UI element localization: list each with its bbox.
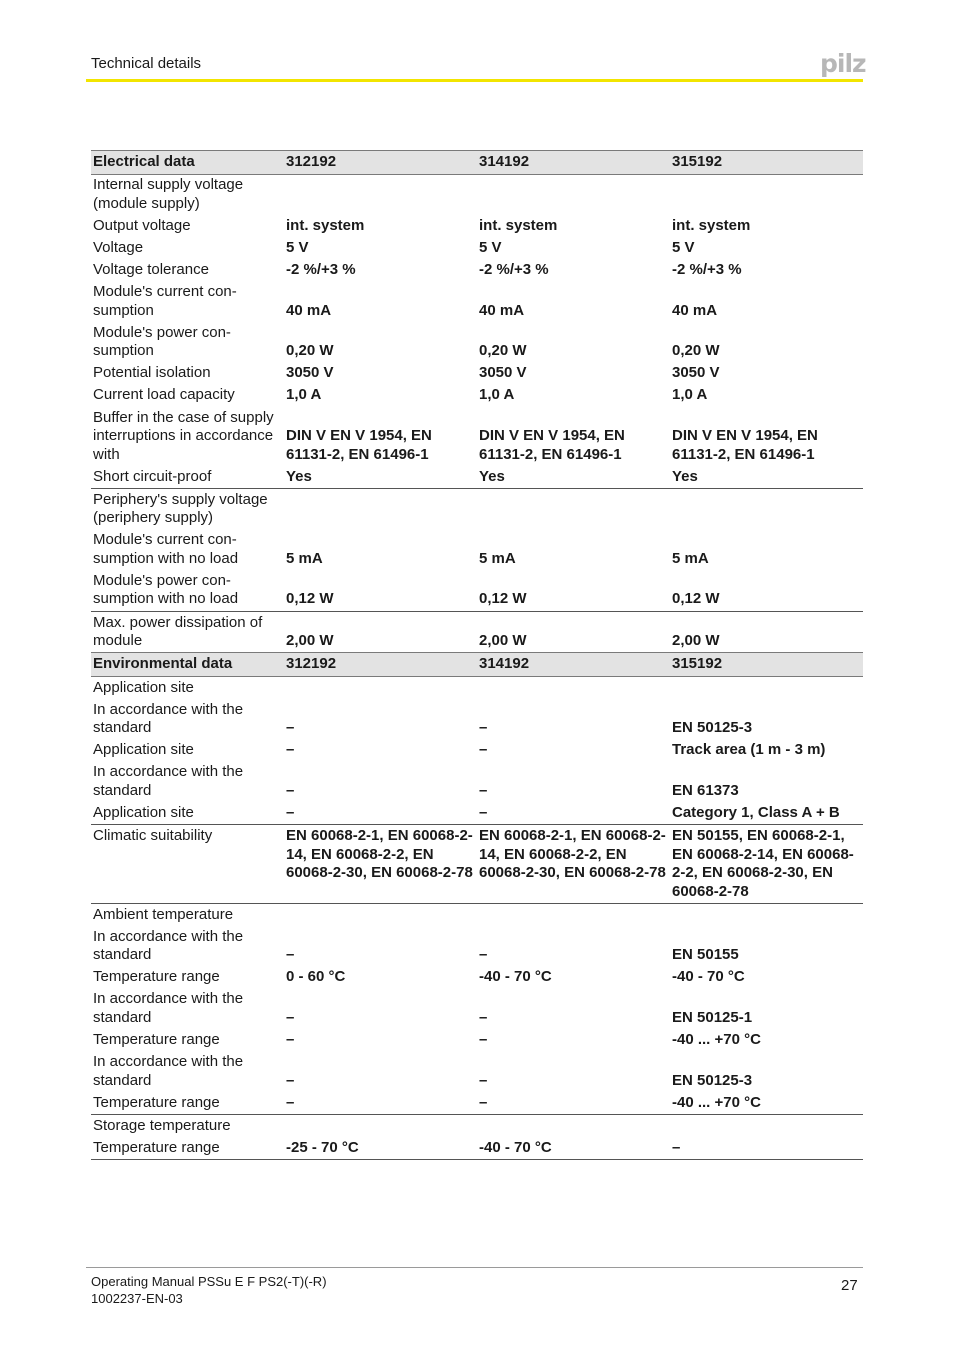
row-label: Module's current con- sumption (93, 283, 237, 319)
cell-value: DIN V EN V 1954, EN 61131-2, EN 61496-1 (672, 427, 818, 463)
footer-info (91, 1273, 327, 1307)
cell-value: 0,20 W (286, 342, 334, 360)
row-label: Current load capacity (93, 386, 235, 404)
cell-value: 0,12 W (672, 590, 720, 608)
group-label: Periphery's supply voltage (periphery supply) (91, 488, 284, 529)
document-number: 1002237-EN-03 (91, 1291, 183, 1306)
empty-cell (670, 903, 863, 926)
group-row (91, 903, 863, 926)
table-row (91, 530, 863, 571)
empty-cell (284, 488, 477, 529)
row-label: In accordance with the standard (93, 763, 244, 799)
cell-value: 2,00 W (670, 611, 863, 653)
cell-value: 5 V (479, 238, 502, 256)
cell-value: -2 %/+3 % (479, 261, 549, 279)
table-row (91, 322, 863, 363)
cell-value: int. system (479, 216, 558, 234)
empty-cell (670, 488, 863, 529)
row-label: Application site (93, 741, 194, 759)
cell-value: int. system (286, 216, 365, 234)
row-label: Temperature range (93, 968, 220, 986)
cell-value: 1,0 A (672, 386, 708, 404)
cell-value: EN 50125-3 (672, 1071, 753, 1089)
row-label: Temperature range (91, 1137, 284, 1160)
row-label: Application site (93, 803, 194, 821)
cell-value: 1,0 A (286, 386, 322, 404)
cell-value: EN 50155 (672, 946, 739, 964)
table-row (91, 466, 863, 489)
table-row (91, 1092, 863, 1115)
group-row (91, 488, 863, 529)
row-label: Module's power con- sumption with no load (93, 571, 239, 608)
cell-value: 3050 V (286, 364, 334, 382)
cell-value: – (286, 1031, 295, 1049)
section-header-electrical (91, 151, 863, 175)
table-row (91, 570, 863, 611)
cell-value: – (286, 719, 295, 737)
column-header: 314192 (477, 653, 670, 677)
row-label: Module's power con- sumption (93, 323, 231, 360)
row-label: Module's current con- sumption with no load (93, 531, 239, 567)
cell-value: – (670, 1137, 863, 1160)
section-title: Environmental data (91, 653, 284, 677)
group-label: Storage temperature (91, 1115, 284, 1138)
row-label: In accordance with the standard (93, 700, 244, 737)
cell-value: 2,00 W (284, 611, 477, 653)
cell-value: -40 ... +70 °C (672, 1031, 761, 1049)
row-label: In accordance with the standard (93, 1053, 244, 1089)
table-row (91, 1029, 863, 1051)
empty-cell (284, 174, 477, 215)
cell-value: -40 - 70 °C (477, 1137, 670, 1160)
row-label: Buffer in the case of supply interruptions in accordance with (93, 408, 274, 463)
column-header: 314192 (477, 151, 670, 175)
empty-cell (477, 174, 670, 215)
column-header: 315192 (670, 151, 863, 175)
cell-value: – (286, 741, 295, 759)
table-row (91, 215, 863, 237)
cell-value: DIN V EN V 1954, EN 61131-2, EN 61496-1 (479, 427, 625, 463)
cell-value: 40 mA (286, 301, 332, 319)
row-label: Voltage (93, 238, 144, 256)
table-row (91, 699, 863, 740)
cell-value: 2,00 W (477, 611, 670, 653)
cell-value: – (479, 781, 488, 799)
cell-value: EN 50125-3 (672, 719, 753, 737)
cell-value: – (479, 719, 488, 737)
cell-value: – (479, 1031, 488, 1049)
table-row (91, 407, 863, 466)
section-title: Electrical data (91, 151, 284, 175)
empty-cell (477, 903, 670, 926)
row-label: Potential isolation (93, 364, 211, 382)
cell-value: 40 mA (672, 301, 718, 319)
row-label: Climatic suitability (91, 825, 284, 904)
cell-value: – (286, 781, 295, 799)
cell-value: 0,12 W (286, 590, 334, 608)
cell-value: – (479, 1008, 488, 1026)
table-row (91, 281, 863, 322)
manual-title: Operating Manual PSSu E F PS2(-T)(-R) (91, 1274, 327, 1289)
cell-value: 3050 V (672, 364, 720, 382)
cell-value: 0,20 W (672, 342, 720, 360)
empty-cell (284, 1115, 477, 1138)
cell-value: – (479, 1071, 488, 1089)
cell-value: 0 - 60 °C (286, 968, 346, 986)
table-row (91, 989, 863, 1030)
table-row (91, 825, 863, 904)
cell-value: Track area (1 m - 3 m) (672, 741, 826, 759)
empty-cell (284, 903, 477, 926)
row-label: Short circuit-proof (93, 467, 212, 485)
row-label: In accordance with the standard (93, 990, 244, 1026)
cell-value: -40 - 70 °C (672, 968, 745, 986)
table-row (91, 385, 863, 407)
cell-value: 5 V (286, 238, 309, 256)
cell-value: Yes (672, 467, 698, 485)
cell-value: – (479, 803, 488, 821)
cell-value: 3050 V (479, 364, 527, 382)
table-row (91, 1051, 863, 1092)
cell-value: – (286, 1093, 295, 1111)
group-row (91, 1115, 863, 1138)
table-row (91, 1137, 863, 1160)
cell-value: 40 mA (479, 301, 525, 319)
cell-value: 5 mA (479, 549, 516, 567)
group-label: Ambient temperature (91, 903, 284, 926)
row-label: In accordance with the standard (93, 927, 244, 964)
group-row (91, 676, 863, 699)
column-header: 312192 (284, 151, 477, 175)
cell-value: – (286, 946, 295, 964)
cell-value: DIN V EN V 1954, EN 61131-2, EN 61496-1 (286, 427, 432, 463)
empty-cell (284, 676, 477, 699)
group-label: Application site (93, 678, 194, 696)
table-row (91, 926, 863, 967)
cell-value: EN 61373 (672, 781, 739, 799)
column-header: 315192 (670, 653, 863, 677)
cell-value: -40 ... +70 °C (672, 1093, 761, 1111)
empty-cell (670, 1115, 863, 1138)
empty-cell (477, 1115, 670, 1138)
cell-value: -25 - 70 °C (284, 1137, 477, 1160)
pilz-logo: pilz (820, 49, 866, 78)
cell-value: int. system (672, 216, 751, 234)
page-number: 27 (841, 1277, 858, 1294)
table-row (91, 762, 863, 803)
cell-value: 1,0 A (479, 386, 515, 404)
row-label: Temperature range (93, 1093, 220, 1111)
table-row (91, 237, 863, 259)
cell-value: EN 60068-2-1, EN 60068-2-14, EN 60068-2-2, EN 60068-2-30, EN 60068-2-78 (477, 825, 670, 904)
cell-value: -40 - 70 °C (479, 968, 552, 986)
cell-value: – (286, 1008, 295, 1026)
table-row (91, 740, 863, 762)
empty-cell (670, 174, 863, 215)
group-row (91, 174, 863, 215)
cell-value: – (286, 1071, 295, 1089)
section-header-environmental (91, 653, 863, 677)
page-header-title: Technical details (91, 55, 202, 72)
row-label: Max. power dissipation of module (91, 611, 284, 653)
cell-value: 5 mA (286, 549, 323, 567)
cell-value: Yes (479, 467, 505, 485)
cell-value: 0,12 W (479, 590, 527, 608)
header-accent-rule (86, 79, 863, 82)
cell-value: 5 mA (672, 549, 709, 567)
footer-rule (86, 1267, 863, 1268)
row-label: Temperature range (93, 1031, 220, 1049)
cell-value: 5 V (672, 238, 695, 256)
cell-value: – (479, 946, 488, 964)
cell-value: EN 50155, EN 60068-2-1, EN 60068-2-14, EN 60068-2-2, EN 60068-2-30, EN 60068-2-78 (670, 825, 863, 904)
cell-value: – (286, 803, 295, 821)
group-label: Internal supply voltage (module supply) (93, 176, 244, 212)
technical-data-table (91, 150, 863, 1160)
cell-value: EN 50125-1 (672, 1008, 753, 1026)
cell-value: EN 60068-2-1, EN 60068-2-14, EN 60068-2-2, EN 60068-2-30, EN 60068-2-78 (284, 825, 477, 904)
table-row (91, 611, 863, 653)
cell-value: -2 %/+3 % (672, 261, 742, 279)
table-row (91, 363, 863, 385)
row-label: Voltage tolerance (93, 261, 209, 279)
row-label: Output voltage (93, 216, 191, 234)
cell-value: Category 1, Class A + B (672, 803, 840, 821)
cell-value: Yes (286, 467, 312, 485)
empty-cell (477, 676, 670, 699)
cell-value: – (479, 1093, 488, 1111)
cell-value: – (479, 741, 488, 759)
table-row (91, 259, 863, 281)
column-header: 312192 (284, 653, 477, 677)
cell-value: -2 %/+3 % (286, 261, 356, 279)
cell-value: 0,20 W (479, 342, 527, 360)
table-row (91, 967, 863, 989)
empty-cell (477, 488, 670, 529)
empty-cell (670, 676, 863, 699)
table-row (91, 802, 863, 825)
